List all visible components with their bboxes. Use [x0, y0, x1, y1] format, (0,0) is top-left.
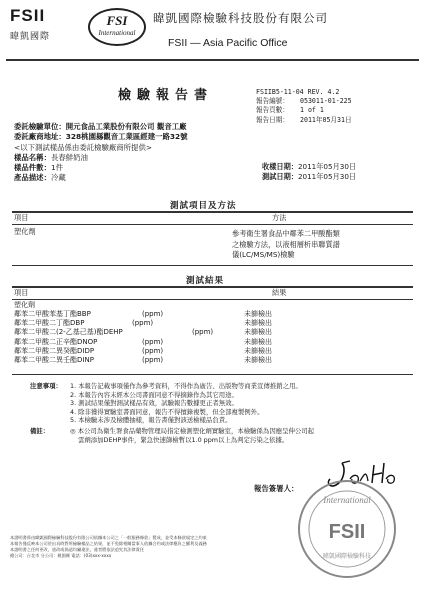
results-top-rule	[12, 286, 413, 288]
note-item: 3. 測試結果僅對測試樣品有效，試驗報告數據更正者無效。	[70, 399, 238, 408]
footer-line: 本證明書之任何更改，塗改或偽造均屬違法，違者將依法追究其法律責任	[10, 547, 145, 552]
address-label: 委託廠商地址：	[14, 132, 66, 142]
remark-label: 備註：	[30, 427, 50, 435]
company-seal	[296, 478, 398, 580]
table-row	[14, 338, 314, 347]
analyte-unit: (ppm)	[132, 319, 154, 328]
results-bottom-rule	[12, 374, 413, 375]
client-label: 委託檢驗單位：	[14, 122, 66, 131]
meta-label: 報告編號：	[256, 97, 289, 106]
dates-block	[262, 162, 356, 182]
meta-row	[256, 106, 352, 115]
notes-block	[30, 382, 390, 425]
sample-name-label: 樣品名稱：	[14, 152, 51, 162]
oval-logo-sub: International	[98, 29, 136, 37]
analyte-name: 鄰苯二甲酸苯基丁酯BBP	[14, 310, 91, 318]
analyte-unit: (ppm)	[142, 346, 164, 355]
report-date: 2011年05月31日	[300, 115, 352, 124]
footer-line: 總公司：台北市 分公司：桃園縣 電話：(03)xxx-xxxx	[10, 553, 112, 558]
test-date-label: 測試日期：	[262, 172, 298, 181]
method-line: 之檢驗方法，以液相層析串聯質譜	[232, 239, 340, 249]
analyte-name: 鄰苯二甲酸二丁酯DBP	[14, 319, 85, 328]
test-date: 2011年05月30日	[297, 172, 357, 181]
report-title: 檢驗報告書	[118, 88, 214, 103]
oval-logo-main: FSI	[106, 13, 128, 28]
results-col-item: 項目	[14, 288, 29, 297]
note-item: 4. 除非獲得實驗室書面同意，報告不得擅錄複製，但全部複製例外。	[70, 407, 264, 416]
seal-main-text: FSII	[328, 521, 366, 543]
analyte-unit: (ppm)	[142, 355, 164, 364]
methods-header-rule	[12, 224, 413, 225]
results-col-result: 結果	[272, 288, 287, 297]
fsii-logo	[10, 6, 62, 48]
table-row	[14, 319, 314, 328]
methods-bottom-rule	[12, 265, 413, 266]
method-line: 儀(LC/MS/MS)檢驗	[232, 250, 295, 259]
methods-method	[232, 229, 340, 261]
table-row	[14, 356, 314, 365]
page-count: 1 of 1	[300, 106, 324, 115]
received-date: 2011年05月30日	[297, 162, 357, 171]
analyte-result: 未篩檢出	[244, 337, 272, 346]
results-table	[14, 310, 314, 365]
sample-count-value: 1件	[50, 163, 64, 173]
address-value: 328桃園縣觀音工業區經建一路32號	[65, 132, 188, 142]
description-value: 冷藏	[50, 173, 66, 183]
sample-source-note: <以下測試樣品係由委託檢驗廠商所提供>	[14, 142, 153, 152]
remark-block	[30, 427, 314, 444]
results-header-rule	[12, 299, 413, 300]
analyte-result: 未篩檢出	[244, 346, 272, 355]
notes-label: 注意事項：	[30, 382, 62, 390]
analyte-name: 鄰苯二甲酸二異壬酯DINP	[14, 355, 94, 364]
remark-line: ◎ 本公司為衛生署食品藥物管理局指定檢測塑化劑實驗室，本檢驗係為因應呈伸公司起	[70, 427, 315, 435]
sample-count-label: 樣品件數：	[14, 163, 51, 173]
methods-title: 測試項目及方法	[170, 201, 237, 211]
company-name-en: FSII — Asia Pacific Office	[168, 37, 288, 49]
analyte-result: 未篩檢出	[244, 319, 272, 328]
analyte-name: 鄰苯二甲酸二正辛酯DNOP	[14, 337, 98, 346]
footer-line: 本報告僅反映本公司於出具時對所檢驗樣品之結果，並不免除相關當事人依據合約或法律應負之權利及義務	[10, 541, 207, 546]
company-name-cn: 暐凱國際檢驗科技股份有限公司	[153, 11, 328, 25]
report-number: 053011-01-225	[300, 97, 352, 106]
logo-text: FSII	[10, 6, 46, 25]
analyte-unit: (ppm)	[192, 328, 214, 337]
analyte-unit: (ppm)	[142, 310, 164, 318]
analyte-name: 鄰苯二甲酸二(2-乙基己基)酯DEHP	[14, 328, 123, 337]
analyte-name: 鄰苯二甲酸二異癸酯DIDP	[14, 346, 95, 355]
methods-col-item: 項目	[14, 213, 29, 222]
header-divider	[6, 59, 419, 61]
client-value: 開元食品工業股份有限公司 觀音工廠	[65, 122, 187, 131]
note-item: 5. 本檢驗未涉及檢體抽樣，報告書僅對該送檢樣品負責。	[70, 416, 232, 425]
note-item: 1. 本報告記載事項僅作為參考資料，不得作為廣告、出版物等商業宣傳推銷之用。	[70, 382, 302, 390]
seal-bottom-text: 暐凱國際檢驗科技	[322, 553, 372, 560]
methods-top-rule	[12, 211, 413, 213]
received-label: 收樣日期：	[262, 162, 298, 171]
footer-fine-print	[10, 535, 310, 559]
fsi-international-logo	[88, 8, 146, 46]
meta-label: 報告頁數：	[256, 106, 289, 115]
analyte-unit: (ppm)	[142, 337, 164, 346]
analyte-result: 未篩檢出	[244, 328, 272, 337]
note-item: 2. 本報告內容未經本公司書面同意不得摘錄作為其它用途。	[70, 390, 238, 399]
signatory-label: 報告簽署人：	[254, 484, 299, 493]
remark-line: 雲劑添加DEHP事件，緊急快速篩檢暫以1.0 ppm以上為判定污染之依據。	[78, 435, 289, 444]
methods-col-method: 方法	[272, 213, 287, 222]
form-code: FSIIB5-11-04 REV. 4.2	[256, 88, 340, 96]
analyte-result: 未篩檢出	[244, 355, 272, 364]
results-title: 測試結果	[186, 276, 225, 286]
results-group: 塑化劑	[14, 301, 35, 309]
logo-subtitle: 暐凱國際	[10, 32, 51, 42]
table-row	[14, 310, 314, 319]
description-label: 產品描述：	[14, 173, 51, 183]
table-row	[14, 328, 314, 337]
footer-line: 本證明書係由暐凱國際檢驗科技股份有限公司依據本公司之「一般服務條款」製成，並受本條款規定之約束	[10, 535, 207, 540]
meta-label: 報告日期：	[256, 115, 289, 124]
methods-item: 塑化劑	[14, 227, 36, 236]
table-row	[14, 347, 314, 356]
method-line: 參考衛生署食品中鄰苯二甲酸酯類	[232, 229, 340, 238]
report-meta	[256, 88, 352, 125]
analyte-result: 未篩檢出	[244, 310, 272, 318]
seal-top-text: International	[323, 495, 371, 505]
sample-name-value: 長春鮮奶油	[50, 152, 88, 162]
